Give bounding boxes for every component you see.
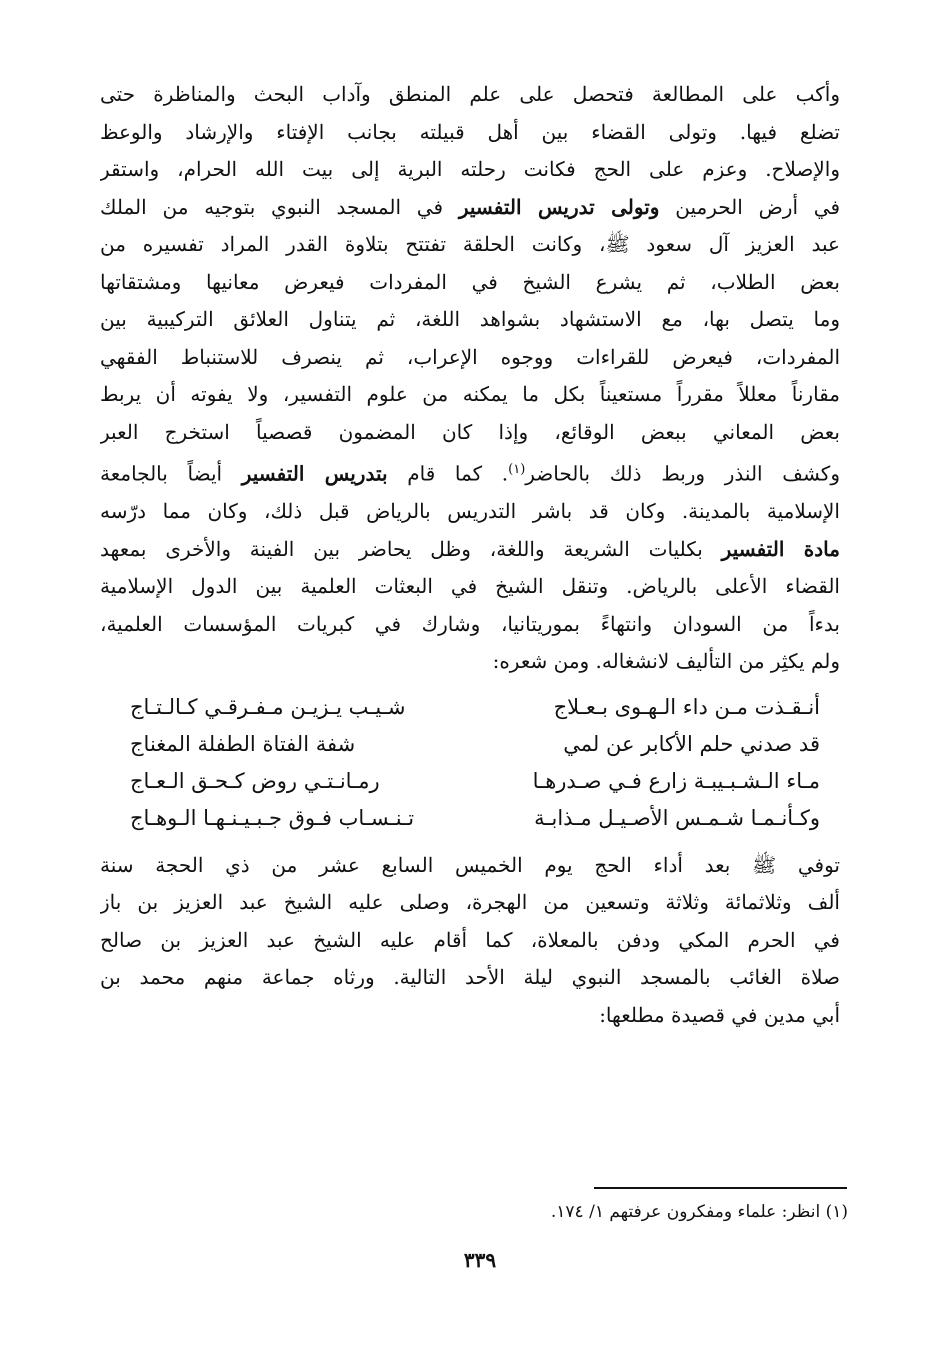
bold-phrase: بتدريس التفسير <box>241 461 388 486</box>
poem-verse <box>100 800 840 837</box>
poem-verse <box>100 689 840 726</box>
text-line: بدءاً من السودان وانتهاءً بموريتانيا، وشارك في كبريات المؤسسات العلمية، <box>100 611 840 636</box>
poem-verse <box>100 763 840 800</box>
text-line: أبي مدين في قصيدة مطلعها: <box>599 1002 840 1027</box>
poem-second-hemistich: تـنـسـاب فـوق جـبـيـنـهـا الـوهـاج <box>130 805 415 830</box>
poem-first-hemistich: وكـأنـمـا شـمـس الأصـيـل مـذابـة <box>534 805 820 830</box>
text-line: صلاة الغائب بالمسجد النبوي ليلة الأحد التالية. ورثاه جماعة منهم محمد بن <box>100 965 840 990</box>
text-line: بعض الطلاب، ثم يشرع الشيخ في المفردات فيعرض معانيها ومشتقاتها <box>100 269 840 294</box>
poem-second-hemistich: شفة الفتاة الطفلة المغناج <box>130 731 356 756</box>
text-segment: وكشف النذر وربط ذلك بالحاضر <box>525 461 840 486</box>
text-line: وأكب على المطالعة فتحصل على علم المنطق وآداب البحث والمناظرة حتى <box>100 82 840 106</box>
poem-second-hemistich: رمـانـتـي روض كـحـق الـعـاج <box>130 768 380 793</box>
footnote-reference[interactable]: (١) <box>508 462 526 477</box>
text-line: بعض المعاني ببعض الوقائع، وإذا كان المضمون قصصياً استخرج العبر <box>100 419 840 444</box>
poem-verse <box>100 726 840 763</box>
text-line: في الحرم المكي ودفن بالمعلاة، كما أقام عليه الشيخ عبد العزيز بن صالح <box>100 927 840 952</box>
text-segment: في أرض الحرمين <box>659 194 840 219</box>
page-number: ٣٣٩ <box>463 1248 497 1272</box>
footnote-divider <box>594 1187 847 1189</box>
text-line: القضاء الأعلى بالرياض. وتنقل الشيخ في البعثات العلمية بين الدول الإسلامية <box>100 574 840 599</box>
text-line: والإصلاح. وعزم على الحج فكانت رحلته البرية إلى بيت الله الحرام، واستقر <box>100 157 840 181</box>
page-body <box>100 76 840 1034</box>
text-line: توفي ﷺ بعد أداء الحج يوم الخميس السابع عشر من ذي الحجة سنة <box>100 852 840 877</box>
text-segment: بكليات الشريعة واللغة، وظل يحاضر بين الفينة والأخرى بمعهد <box>100 536 722 561</box>
text-line: تضلع فيها. وتولى القضاء بين أهل قبيلته بجانب الإفتاء والإرشاد والوعظ <box>100 119 840 144</box>
text-line <box>100 451 840 493</box>
text-line: مقارناً معللاً مقرراً مستعيناً بكل ما يمكنه من علوم التفسير، ولا يفوته أن يربط <box>100 382 840 406</box>
text-line <box>100 531 840 569</box>
poem-first-hemistich: أنـقـذت مـن داء الـهـوى بـعـلاج <box>553 694 820 719</box>
death-paragraph <box>100 847 840 1035</box>
bold-phrase: مادة التفسير <box>721 536 840 561</box>
text-line: عبد العزيز آل سعود ﷺ، وكانت الحلقة تفتتح بتلاوة القدر المراد تفسيره من <box>100 232 840 256</box>
text-line: المفردات، فيعرض للقراءات ووجوه الإعراب، ثم ينصرف للاستنباط الفقهي <box>100 344 840 369</box>
bold-phrase: وتولى تدريس التفسير <box>458 194 660 219</box>
poem-second-hemistich: شـيـب يـزيـن مـفـرقـي كـالـتـاج <box>130 694 406 719</box>
text-line: الإسلامية بالمدينة. وكان قد باشر التدريس بالرياض قبل ذلك، وكان مما درّسه <box>100 499 840 524</box>
text-segment: . كما قام <box>387 461 509 486</box>
text-line: ولم يكثِر من التأليف لانشغاله. ومن شعره: <box>492 649 840 674</box>
text-segment: أيضاً بالجامعة <box>100 461 242 486</box>
footnote: (١) انظر: علماء ومفكرون عرفتهم ١/ ١٧٤. <box>550 1202 848 1222</box>
poem-first-hemistich: قد صدني حلم الأكابر عن لمي <box>563 731 820 756</box>
text-segment: في المسجد النبوي بتوجيه من الملك <box>100 194 459 219</box>
text-line: ألف وثلاثمائة وثلاثة وتسعين من الهجرة، وصلى عليه الشيخ عبد العزيز بن باز <box>100 890 840 915</box>
poem-first-hemistich: مـاء الـشـبـيبـة زارع فـي صـدرهـا <box>532 768 820 793</box>
poem <box>100 689 840 837</box>
text-line <box>100 189 840 227</box>
text-line: وما يتصل بها، مع الاستشهاد بشواهد اللغة، ثم يتناول العلائق التركيبية بين <box>100 307 840 331</box>
biography-paragraph <box>100 76 840 681</box>
